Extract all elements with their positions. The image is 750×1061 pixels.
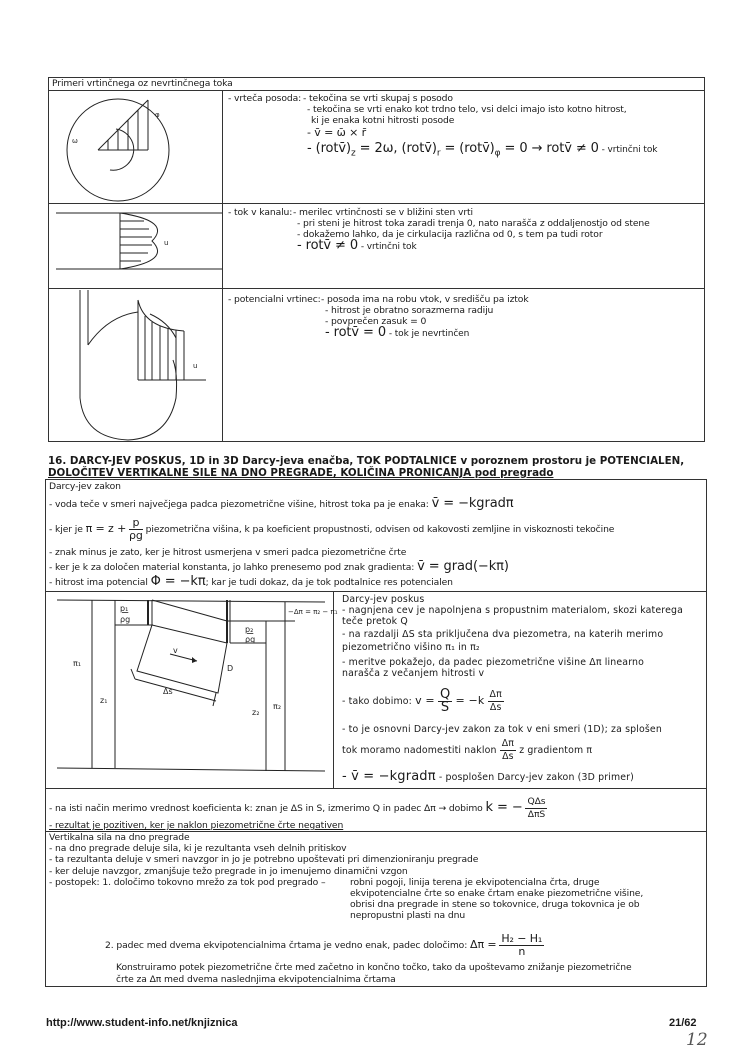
law-line: - ker je k za določen material konstanta, jo lahko prenesemo pod znak gradienta: v̄ = grad(−kπ) xyxy=(49,559,509,574)
experiment-line: - meritve pokažejo, da padec piezometrične višine Δπ linearno xyxy=(342,657,645,668)
experiment-line: - na razdalji ΔS sta priključena dva piezometra, na katerih merimo xyxy=(342,629,664,640)
row2-line: - pri steni je hitrost toka zaradi trenja 0, nato narašča z oddaljenostjo od stene xyxy=(297,218,650,229)
rhog2-label: ρg xyxy=(245,635,256,644)
force-step2-line: črte za Δπ med dvema naslednjima ekvipotencialnima črtama xyxy=(116,974,396,985)
experiment-line: narašča z večanjem hitrosti v xyxy=(342,668,485,679)
experiment-line: teče pretok Q xyxy=(342,616,408,627)
page-number: 21/62 xyxy=(669,1017,697,1029)
vessel-outline xyxy=(88,312,138,345)
row2-label: - tok v kanalu: xyxy=(228,207,293,218)
row3-label: - potencialni vrtinec: xyxy=(228,294,321,305)
footer-url[interactable]: http://www.student-info.net/knjiznica xyxy=(46,1017,238,1029)
vortex-table-title: Primeri vrtinčnega oz nevrtinčnega toka xyxy=(52,78,233,89)
pi2-label: π₂ xyxy=(273,702,282,711)
u-label: u xyxy=(193,362,198,370)
experiment-line: piezometrično višino π₁ in π₂ xyxy=(342,642,480,653)
rotating-vessel-diagram xyxy=(48,90,222,203)
u-label: u xyxy=(164,239,169,247)
ds-label: Δs xyxy=(163,687,173,696)
pi1-label: π₁ xyxy=(73,659,82,668)
D-label: D xyxy=(227,664,234,673)
darcy-experiment-diagram xyxy=(45,591,338,788)
force-step1-detail: nepropustni plasti na dnu xyxy=(350,910,466,921)
z2-label: z₂ xyxy=(252,708,260,717)
v-label: v xyxy=(173,646,178,655)
row1-line: - tekočina se vrti skupaj s posodo xyxy=(303,93,453,104)
force-step2-line: Konstruiramo potek piezometrične črte med začetno in končno točko, tako da upoštevamo znižanje piezometrične xyxy=(116,962,632,973)
force-step1-detail: obrisi dna pregrade in stene so tokovnice, druga tokovnica je ob xyxy=(350,899,640,910)
fraction: $\frac{Q}{S}$ xyxy=(439,687,451,715)
row1-equation-rot: - $(rotv̄)_z = 2\omega$, $(rotv̄)_r$ = $(rotv̄)_\varphi = 0$ → rotv̄ ≠ 0 - vrtinčni tok xyxy=(307,141,658,159)
row1-label: - vrteča posoda: xyxy=(228,93,302,104)
experiment-line: tok moramo nadomestiti naklon $\frac{\Delta\pi}{\Delta s}$ z gradientom π xyxy=(342,738,593,762)
delta-pi-label: −Δπ = π₂ − π₁ xyxy=(288,608,338,616)
force-step1-detail: ekvipotencialne črte so enake črtam enake piezometrične višine, xyxy=(350,888,644,899)
force-line: - ta rezultanta deluje v smeri navzgor in jo je potrebno upoštevati pri dimenzioniranju pregrade xyxy=(49,854,479,865)
fraction: $\frac{\text{H₂ − H₁}}{n}$ xyxy=(501,932,543,958)
row1-line: ki je enaka kotni hitrosti posode xyxy=(311,115,455,126)
velocity-line xyxy=(98,100,148,150)
experiment-line: - tako dobimo: v = $\frac{Q}{S}$ = −k $\frac{\Delta\pi}{\Delta s}$ xyxy=(342,687,502,715)
p1-label: p₁ xyxy=(120,604,129,613)
p2-label: p₂ xyxy=(245,625,254,634)
fraction: $\frac{\Delta\pi}{\Delta s}$ xyxy=(501,738,515,762)
divider xyxy=(222,90,223,442)
phi-label: φ xyxy=(155,111,160,119)
fraction: $\frac{p}{\rho g}$ xyxy=(129,516,143,542)
force-line: - na dno pregrade deluje sila, ki je rezultanta vseh delnih pritiskov xyxy=(49,843,347,854)
force-title: Vertikalna sila na dno pregrade xyxy=(49,832,190,843)
row3-line: - povprečen zasuk = 0 xyxy=(325,316,427,327)
section-heading: 16. DARCY-JEV POSKUS, 1D in 3D Darcy-jeva enačba, TOK PODTALNICE v poroznem prostoru je POTENCIALEN, xyxy=(48,455,685,467)
row3-equation: - rotv̄ = 0 - tok je nevrtinčen xyxy=(325,325,470,340)
force-line: - ker deluje navzgor, zmanjšuje težo pregrade in jo imenujemo dinamični vzgon xyxy=(49,866,408,877)
omega-label: ω xyxy=(72,137,78,145)
law-line: - voda teče v smeri največjega padca piezometrične višine, hitrost toka pa je enaka: v̄ = −kgradπ xyxy=(49,496,514,511)
z1-label: z₁ xyxy=(100,696,108,705)
k-line: - rezultat je pozitiven, ker je naklon piezometrične črte negativen xyxy=(49,820,344,831)
fraction: $\frac{\Delta\pi}{\Delta s}$ xyxy=(489,689,502,713)
divider xyxy=(45,788,707,789)
experiment-line: - to je osnovni Darcy-jev zakon za tok v eni smeri (1D); za splošen xyxy=(342,724,662,735)
force-step2: 2. padec med dvema ekvipotencialnima črtama je vedno enak, padec določimo: Δπ = $\frac{\text{H₂ − H₁}}{n}$ xyxy=(105,932,543,958)
fraction: $\frac{\text{QΔs}}{\text{ΔπS}}$ xyxy=(527,796,546,820)
row2-line: - dokažemo lahko, da je cirkulacija različna od 0, s tem pa tudi rotor xyxy=(297,229,603,240)
row2-equation: - rotv̄ ≠ 0 - vrtinčni tok xyxy=(297,238,417,253)
experiment-line: - nagnjena cev je napolnjena s propustnim materialom, skozi katerega xyxy=(342,605,683,616)
force-step1-detail: robni pogoji, linija terena je ekvipotencialna črta, druge xyxy=(350,877,600,888)
experiment-title: Darcy-jev poskus xyxy=(342,594,425,605)
k-line: - na isti način merimo vrednost koeficienta k: znan je ΔS in S, izmerimo Q in padec Δπ → dobimo k = − $\frac{\text{QΔs}}{\text{ΔπS}}$ xyxy=(49,796,546,820)
experiment-line: - v̄ = −kgradπ - posplošen Darcy-jev zakon (3D primer) xyxy=(342,769,634,784)
potential-vortex-diagram xyxy=(48,288,222,442)
law-line: - hitrost ima potencial Φ = −kπ; kar je tudi dokaz, da je tok podtalnice res potencialen xyxy=(49,574,453,589)
row2-line: - merilec vrtinčnosti se v bližini sten vrti xyxy=(293,207,473,218)
handwritten-page-mark: 12 xyxy=(686,1030,708,1050)
force-step1: - postopek: 1. določimo tokovno mrežo za tok pod pregrado – xyxy=(49,877,326,888)
row1-equation-v: - v̄ = ω̄ × r̄ xyxy=(307,126,367,139)
divider xyxy=(333,591,334,788)
section-heading: DOLOČITEV VERTIKALNE SILE NA DNO PREGRADE, KOLIČINA PRONICANJA pod pregrado xyxy=(48,467,554,479)
channel-flow-diagram xyxy=(48,203,222,288)
row3-line: - posoda ima na robu vtok, v središču pa iztok xyxy=(321,294,529,305)
law-line: - znak minus je zato, ker je hitrost usmerjena v smeri padca piezometrične črte xyxy=(49,547,407,558)
rhog1-label: ρg xyxy=(120,615,131,624)
row1-line: - tekočina se vrti enako kot trdno telo, vsi delci imajo isto kotno hitrost, xyxy=(307,104,627,115)
row3-line: - hitrost je obratno sorazmerna radiju xyxy=(325,305,494,316)
law-title: Darcy-jev zakon xyxy=(49,481,121,492)
law-line: - kjer je π = z + $\frac{p}{\rho g}$ piezometrična višina, k pa koeficient propustnosti, odvisen od kakovosti zemljine in viskoznosti tekočine xyxy=(49,516,615,542)
